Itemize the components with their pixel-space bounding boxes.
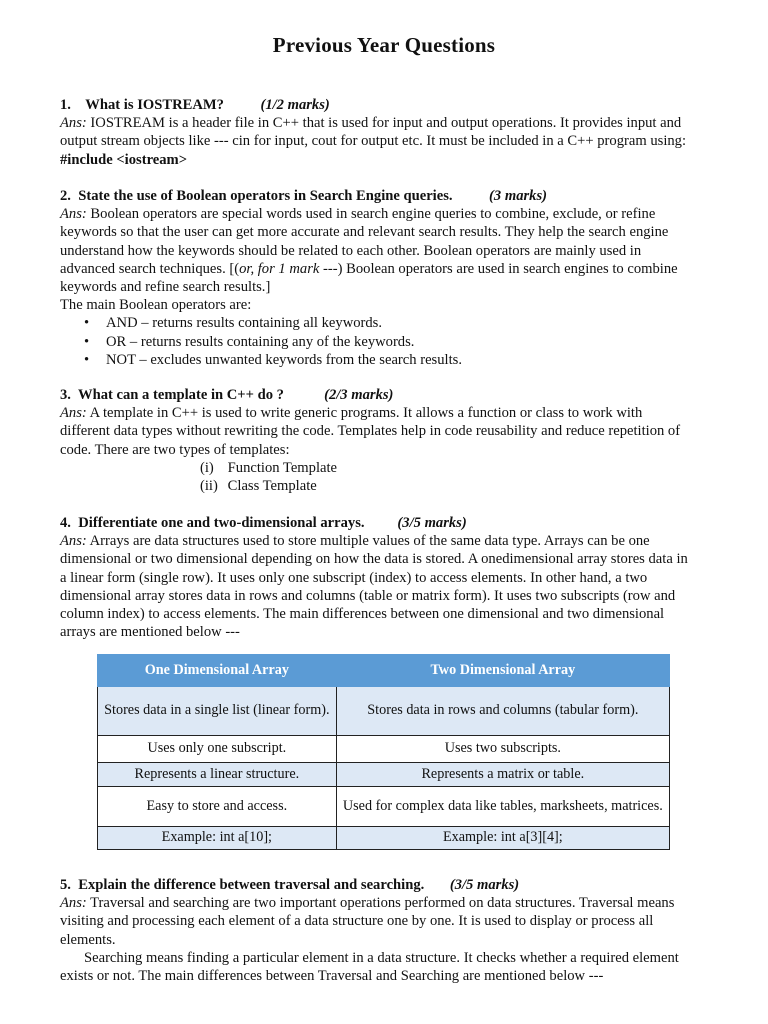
answer-prefix: Ans: (60, 206, 87, 223)
question-1-heading (60, 96, 730, 114)
table-row (98, 787, 670, 827)
table-header-row (98, 655, 670, 687)
question-3 (60, 386, 730, 495)
question-marks: (2/3 marks) (324, 387, 394, 403)
answer-prefix: Ans: (60, 115, 87, 132)
table-cell: Easy to store and access. (98, 787, 337, 827)
table-cell: Example: int a[10]; (98, 827, 337, 850)
answer-5: Ans: Traversal and searching are two important operations performed on data structures. Traversal means visiting and processing each element of a data structure one by one. It is used to display or process all elements. Searching means finding a particular element in a data structure. It checks whether a required element exists or not. The main differences between Traversal and Searching are mentioned below --- (60, 895, 679, 985)
template-types-list (60, 459, 730, 495)
table-cell: Example: int a[3][4]; (336, 827, 669, 850)
question-4-heading (60, 514, 730, 532)
list-item: • OR – returns results containing any of the keywords. (60, 333, 730, 351)
array-comparison-table (97, 654, 670, 850)
answer-4: Ans: Arrays are data structures used to store multiple values of the same data type. Arrays can be one dimensional or two dimensional depending on how the data is stored. A onedimensional array stores data in a linear form (single row). It uses only one subscript (index) to access elements. In other hand, a two dimensional array stores data in rows and columns (table or matrix form). It uses two subscripts (row and column index) to access elements. The main differences between one dimensional and two dimensional arrays are mentioned below --- (60, 533, 688, 641)
question-number: 1. (60, 97, 71, 113)
table-cell: Stores data in rows and columns (tabular form). (336, 687, 669, 736)
list-item: (ii) Class Template (200, 478, 317, 494)
question-4 (60, 514, 730, 641)
question-5-heading (60, 876, 730, 894)
table-cell: Represents a matrix or table. (336, 763, 669, 787)
list-item: • NOT – excludes unwanted keywords from the search results. (60, 351, 730, 369)
list-item: • AND – returns results containing all keywords. (60, 314, 730, 332)
table-cell: Uses two subscripts. (336, 736, 669, 763)
table-row (98, 687, 670, 736)
question-marks: (3/5 marks) (449, 877, 520, 893)
question-number: 4. (60, 515, 71, 531)
question-text: What can a template in C++ do ? (78, 387, 284, 403)
question-2-heading (60, 187, 730, 205)
question-text: What is IOSTREAM? (85, 97, 224, 113)
table-cell: Stores data in a single list (linear form). (98, 687, 337, 736)
page-title: Previous Year Questions (272, 33, 496, 57)
answer-prefix: Ans: (60, 533, 87, 550)
list-item: (i) Function Template (200, 459, 338, 476)
table-row (98, 763, 670, 787)
question-2 (60, 187, 730, 369)
code-include: #include <iostream> (60, 151, 188, 168)
table-row (98, 827, 670, 850)
question-marks: (3/5 marks) (397, 515, 467, 531)
question-1 (60, 96, 730, 169)
question-marks: (1/2 marks) (260, 97, 330, 113)
question-marks: (3 marks) (489, 188, 548, 204)
question-3-heading (60, 386, 730, 404)
boolean-operator-list (60, 314, 730, 369)
question-number: 3. (60, 387, 71, 403)
answer-prefix: Ans: (60, 405, 87, 422)
question-text: Differentiate one and two-dimensional arrays. (78, 515, 365, 531)
table-header: Two Dimensional Array (336, 655, 669, 687)
answer-3: Ans: A template in C++ is used to write generic programs. It allows a function or class to work with different data types without rewriting the code. Templates help in code reusability and reduce repetition of code. There are two types of templates: (i) Function Template (ii) Class Template (60, 404, 730, 495)
question-number: 2. (60, 188, 71, 204)
table-cell: Used for complex data like tables, marksheets, matrices. (336, 787, 669, 827)
question-text: State the use of Boolean operators in Search Engine queries. (78, 188, 453, 204)
answer-prefix: Ans: (60, 895, 87, 912)
table-header: One Dimensional Array (98, 655, 337, 687)
answer-2: Ans: Boolean operators are special words used in search engine queries to combine, exclude, or refine keywords so that the user can get more accurate and relevant search results. They help the search engine understand how the keywords should be related to each other. Boolean operators are mainly used in advanced search techniques. [(or, for 1 mark ---) Boolean operators are used in search engines to combine keywords and refine search results.] The main Boolean operators are: • AND – returns results containing all keywords. • OR – returns results containing any of the keywords. • NOT – excludes unwanted keywords from the search results. (60, 205, 730, 369)
table-row (98, 736, 670, 763)
question-number: 5. (60, 877, 71, 893)
table-cell: Uses only one subscript. (98, 736, 337, 763)
question-text: Explain the difference between traversal and searching. (78, 877, 425, 893)
table-cell: Represents a linear structure. (98, 763, 337, 787)
answer-1: Ans: IOSTREAM is a header file in C++ that is used for input and output operations. It provides input and output stream objects like --- cin for input, cout for output etc. It must be included in a C++ program using: #include <iostream> (60, 114, 730, 169)
question-5 (60, 876, 730, 985)
